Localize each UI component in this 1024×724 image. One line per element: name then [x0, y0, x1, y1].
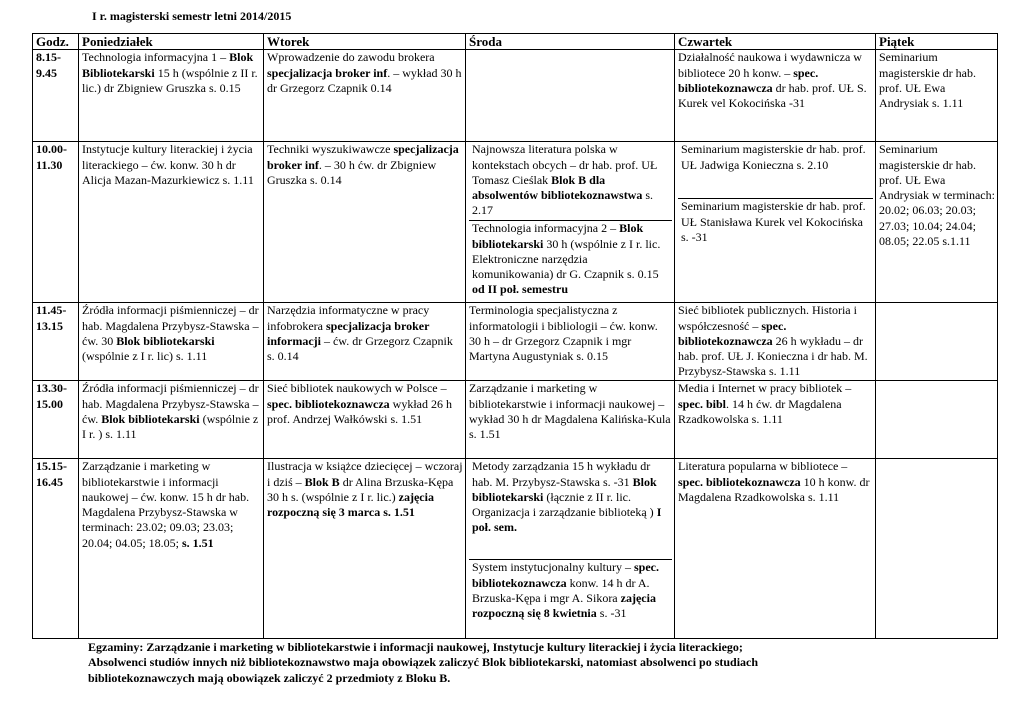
class-cell-wednesday	[466, 142, 675, 303]
class-cell-friday: Seminarium magisterskie dr hab. prof. UŁ Ewa Andrysiak s. 1.11	[876, 50, 998, 142]
class-entry: Seminarium magisterskie dr hab. prof. UŁ Jadwiga Konieczna s. 2.10	[678, 142, 873, 199]
class-cell-friday	[876, 459, 998, 639]
header-monday: Poniedziałek	[79, 34, 264, 50]
header-wednesday: Środa	[466, 34, 675, 50]
class-cell-monday: Źródła informacji piśmienniczej – dr hab. Magdalena Przybysz-Stawska – ćw. Blok bibliotekarski (wspólnie z I r. ) s. 1.11	[79, 381, 264, 459]
class-cell-monday: Instytucje kultury literackiej i życia literackiego – ćw. konw. 30 h dr Alicja Mazan-Mazurkiewicz s. 1.11	[79, 142, 264, 303]
page-title: I r. magisterski semestr letni 2014/2015	[92, 9, 292, 23]
class-cell-wednesday: Zarządzanie i marketing w bibliotekarstwie i informacji naukowej – wykład 30 h dr Magdalena Kalińska-Kula s. 1.51	[466, 381, 675, 459]
footer-line: Egzaminy: Zarządzanie i marketing w bibliotekarstwie i informacji naukowej, Instytucje kultury literackiej i życia literackiego;	[88, 640, 743, 654]
table-row	[33, 142, 998, 303]
header-thursday: Czwartek	[675, 34, 876, 50]
class-cell-monday: Technologia informacyjna 1 – Blok Bibliotekarski 15 h (wspólnie z II r. lic.) dr Zbigniew Gruszka s. 0.15	[79, 50, 264, 142]
class-cell-tuesday: Narzędzia informatyczne w pracy infobrokera specjalizacja broker informacji – ćw. dr Grzegorz Czapnik s. 0.14	[264, 303, 466, 381]
class-cell-tuesday: Wprowadzenie do zawodu brokera specjalizacja broker inf. – wykład 30 h dr Grzegorz Czapnik 0.14	[264, 50, 466, 142]
schedule-table	[32, 33, 998, 639]
class-cell-thursday: Media i Internet w pracy bibliotek – spec. bibl. 14 h ćw. dr Magdalena Rzadkowolska s. 1.11	[675, 381, 876, 459]
header-time: Godz.	[33, 34, 79, 50]
table-row	[33, 50, 998, 142]
class-cell-tuesday: Sieć bibliotek naukowych w Polsce – spec. bibliotekoznawcza wykład 26 h prof. Andrzej Wałkówski s. 1.51	[264, 381, 466, 459]
exam-notes	[88, 640, 988, 686]
class-cell-monday: Źródła informacji piśmienniczej – dr hab. Magdalena Przybysz-Stawska – ćw. 30 Blok bibliotekarski (wspólnie z I r. lic) s. 1.11	[79, 303, 264, 381]
class-cell-friday	[876, 381, 998, 459]
time-slot: 13.30-15.00	[33, 381, 79, 459]
table-row	[33, 381, 998, 459]
class-entry: Metody zarządzania 15 h wykładu dr hab. M. Przybysz-Stawska s. -31 Blok bibliotekarski (łącznie z II r. lic. Organizacja i zarządzanie biblioteką ) I poł. sem.	[469, 459, 672, 560]
class-entry: Seminarium magisterskie dr hab. prof. UŁ Stanisława Kurek vel Kokocińska s. -31	[681, 199, 866, 244]
header-friday: Piątek	[876, 34, 998, 50]
class-cell-friday	[876, 303, 998, 381]
time-slot: 8.15-9.45	[33, 50, 79, 142]
footer-line: Absolwenci studiów innych niż bibliotekoznawstwo maja obowiązek zaliczyć Blok bibliotekarski, natomiast absolwenci po studiach	[88, 655, 759, 670]
class-entry: Najnowsza literatura polska w kontekstach obcych – dr hab. prof. UŁ Tomasz Cieślak Blok B dla absolwentów bibliotekoznawstwa s. 2.17	[469, 142, 672, 221]
time-slot: 15.15-16.45	[33, 459, 79, 639]
header-tuesday: Wtorek	[264, 34, 466, 50]
class-cell-tuesday: Ilustracja w książce dziecięcej – wczoraj i dziś – Blok B dr Alina Brzuska-Kępa 30 h s. (wspólnie z I r. lic.) zajęcia rozpoczną się 3 marca s. 1.51	[264, 459, 466, 639]
class-cell-thursday	[675, 142, 876, 303]
table-row	[33, 459, 998, 639]
time-slot: 11.45-13.15	[33, 303, 79, 381]
footer-line: bibliotekoznawczych mają obowiązek zaliczyć 2 przedmioty z Bloku B.	[88, 670, 451, 685]
header-row	[33, 34, 998, 50]
class-cell-wednesday	[466, 459, 675, 639]
time-slot: 10.00-11.30	[33, 142, 79, 303]
class-cell-thursday: Sieć bibliotek publicznych. Historia i współczesność – spec. bibliotekoznawcza 26 h wykładu – dr hab. prof. UŁ J. Konieczna i dr hab. M. Przybysz-Stawska s. 1.11	[675, 303, 876, 381]
class-cell-friday: Seminarium magisterskie dr hab. prof. UŁ Ewa Andrysiak w terminach: 20.02; 06.03; 20.03; 27.03; 10.04; 24.04; 08.05; 22.05 s.1.11	[876, 142, 998, 303]
class-entry: System instytucjonalny kultury – spec. bibliotekoznawcza konw. 14 h dr A. Brzuska-Kępa i mgr A. Sikora zajęcia rozpoczną się 8 kwietnia s. -31	[472, 560, 659, 621]
class-entry: Technologia informacyjna 2 – Blok bibliotekarski 30 h (wspólnie z I r. lic. Elektroniczne narzędzia komunikowania) dr G. Czapnik s. 0.15 od II poł. semestru	[472, 221, 661, 297]
class-cell-wednesday: Terminologia specjalistyczna z informatologii i bibliologii – ćw. konw. 30 h – dr Grzegorz Czapnik i mgr Martyna Augustyniak s. 0.15	[466, 303, 675, 381]
table-row	[33, 303, 998, 381]
class-cell-wednesday	[466, 50, 675, 142]
class-cell-monday: Zarządzanie i marketing w bibliotekarstwie i informacji naukowej – ćw. konw. 15 h dr hab. Magdalena Przybysz-Stawska w terminach: 23.02; 09.03; 23.03; 20.04; 04.05; 18.05; s. 1.51	[79, 459, 264, 639]
class-cell-tuesday: Techniki wyszukiwawcze specjalizacja broker inf. – 30 h ćw. dr Zbigniew Gruszka s. 0.14	[264, 142, 466, 303]
class-cell-thursday: Literatura popularna w bibliotece – spec. bibliotekoznawcza 10 h konw. dr Magdalena Rzadkowolska s. 1.11	[675, 459, 876, 639]
class-cell-thursday: Działalność naukowa i wydawnicza w bibliotece 20 h konw. – spec. bibliotekoznawcza dr hab. prof. UŁ S. Kurek vel Kokocińska -31	[675, 50, 876, 142]
